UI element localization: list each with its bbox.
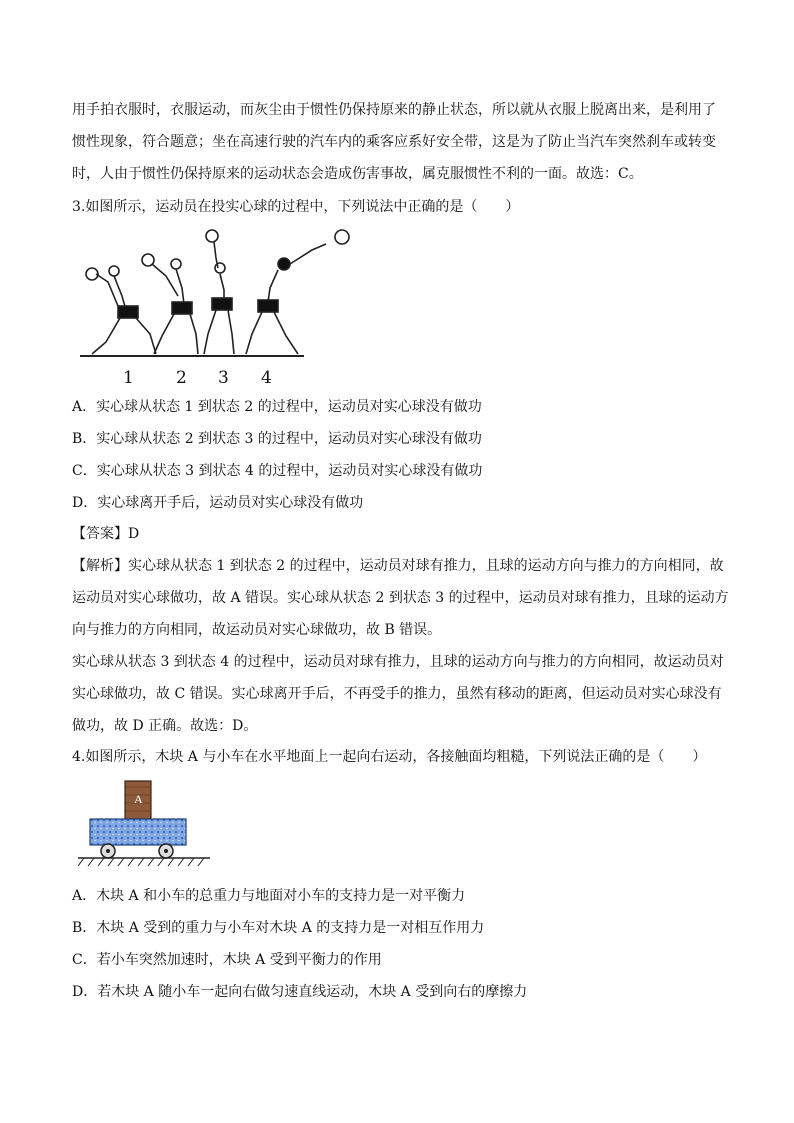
continuation-line-1: 用手拍衣服时，衣服运动，而灰尘由于惯性仍保持原来的静止状态，所以就从衣服上脱离出来，是利用了 xyxy=(72,102,716,118)
cart-illustration xyxy=(78,776,214,868)
q4-option-c: C．若小车突然加速时，木块 A 受到平衡力的作用 xyxy=(72,952,382,968)
q4-option-b: B．木块 A 受到的重力与小车对木块 A 的支持力是一对相互作用力 xyxy=(72,920,485,936)
q4-option-a: A．木块 A 和小车的总重力与地面对小车的支持力是一对平衡力 xyxy=(72,888,466,904)
q3-analysis-line-6: 做功，故 D 正确。故选：D。 xyxy=(72,718,258,734)
continuation-line-2: 惯性现象，符合题意；坐在高速行驶的汽车内的乘客应系好安全带，这是为了防止当汽车突然刹车或转变 xyxy=(72,134,716,150)
block-a-label: A xyxy=(134,792,143,806)
cart-block-figure xyxy=(78,776,214,868)
q3-answer: 【答案】D xyxy=(72,526,140,542)
athlete-pose-3 xyxy=(204,230,234,354)
q3-option-a: A．实心球从状态 1 到状态 2 的过程中，运动员对实心球没有做功 xyxy=(72,399,482,415)
q3-analysis-line-2: 运动员对实心球做功，故 A 错误。实心球从状态 2 到状态 3 的过程中，运动员对球有推力，且球的运动方 xyxy=(72,590,729,606)
figure-label-1: 1 xyxy=(123,368,134,388)
q3-option-b: B．实心球从状态 2 到状态 3 的过程中，运动员对实心球没有做功 xyxy=(72,431,482,447)
athlete-pose-1 xyxy=(86,266,156,354)
figure-label-4: 4 xyxy=(261,368,272,388)
cart-body xyxy=(90,819,186,845)
q3-analysis-line-1: 【解析】实心球从状态 1 到状态 2 的过程中，运动员对球有推力，且球的运动方向与推力的方向相同，故 xyxy=(72,558,724,574)
q4-option-d: D．若木块 A 随小车一起向右做匀速直线运动，木块 A 受到向右的摩擦力 xyxy=(72,984,528,1000)
figure-label-3: 3 xyxy=(218,368,229,388)
q3-analysis-line-5: 实心球做功，故 C 错误。实心球离开手后，不再受手的推力，虽然有移动的距离，但运动员对实心球没有 xyxy=(72,686,722,702)
thrown-ball xyxy=(335,230,349,244)
figure-label-2: 2 xyxy=(176,368,187,388)
continuation-line-3: 时，人由于惯性仍保持原来的运动状态会造成伤害事故，属克服惯性不利的一面。故选：C。 xyxy=(72,166,643,182)
q4-question: 4.如图所示，木块 A 与小车在水平地面上一起向右运动，各接触面均粗糙，下列说法正确的是（ ） xyxy=(72,749,707,765)
q3-option-d: D．实心球离开手后，运动员对实心球没有做功 xyxy=(72,495,364,511)
shot-put-figure xyxy=(78,224,368,390)
q3-option-c: C．实心球从状态 3 到状态 4 的过程中，运动员对实心球没有做功 xyxy=(72,463,483,479)
athlete-pose-2 xyxy=(142,254,198,354)
athlete-pose-4 xyxy=(246,244,326,354)
q3-analysis-line-4: 实心球从状态 3 到状态 4 的过程中，运动员对球有推力，且球的运动方向与推力的方向相同，故运动员对 xyxy=(72,654,724,670)
shot-put-illustration xyxy=(78,224,368,390)
q3-analysis-line-3: 向与推力的方向相同，故运动员对实心球做功，故 B 错误。 xyxy=(72,622,442,638)
q3-question: 3.如图所示，运动员在投实心球的过程中，下列说法中正确的是（ ） xyxy=(72,199,520,215)
